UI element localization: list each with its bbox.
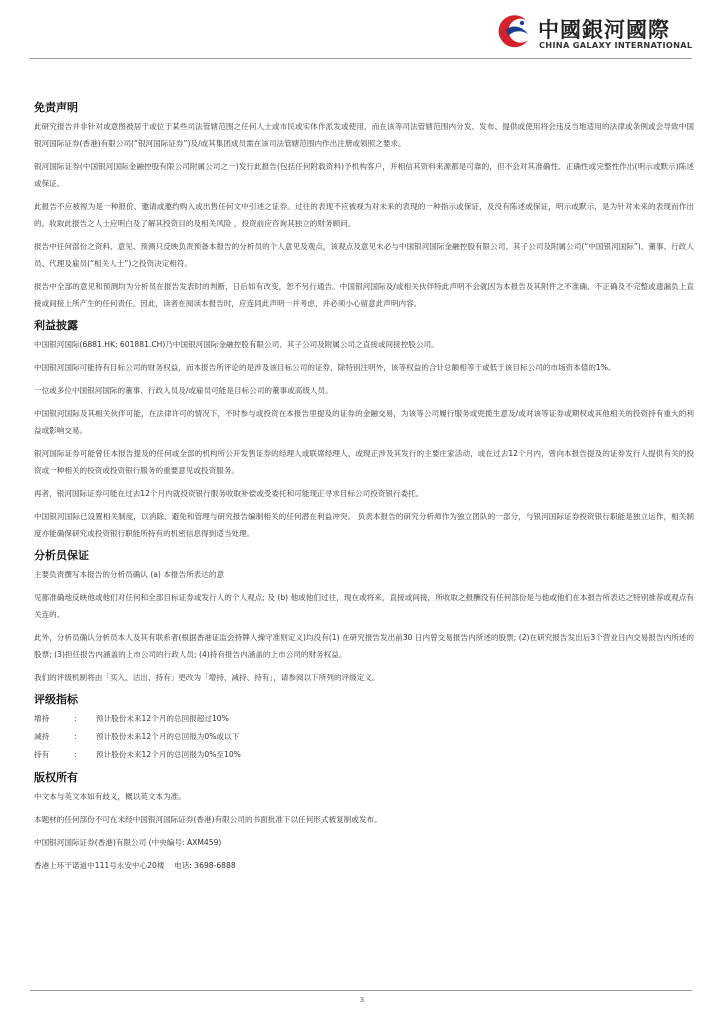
analyst-paragraph: 此外，分析员确认分析员本人及其有联系者(根据香港证监会持牌人操守准则定义)均没有(1) 在研究报告发出前30 日内曾交易报告内所述的股票; (2)在研究报告发出后3个营业日内交易报告内所述的股票; (3)担任报告内涵盖的上市公司的行政人员; (4)持有报告内涵盖的上市公司的财务权益。 <box>34 633 694 659</box>
ratings-heading: 评级指标 <box>34 693 78 706</box>
rating-term: 减持 <box>34 732 50 741</box>
company-registration: 中国银河国际证券(香港)有限公司 (中央编号: AXM459) <box>34 838 222 847</box>
interests-paragraph: 再者，银河国际证券可能在过去12个月内就投资银行服务收取补偿或受委托和可能现正寻求目标公司投资银行委托。 <box>34 489 424 498</box>
interests-paragraph: 一位或多位中国银河国际的董事、行政人员及/或雇员可能是目标公司的董事或高级人员。 <box>34 386 333 395</box>
header-divider <box>30 58 692 59</box>
company-address-phone: 香港上环干诺道中111号永安中心20楼 电话: 3698-6888 <box>34 861 236 870</box>
analyst-paragraph: 我们的评级机制将由「买入、沽出、持有」更改为「增持、减持、持有」，请参阅以下所列的评级定义。 <box>34 673 380 682</box>
rating-row <box>34 710 694 728</box>
disclaimer-heading: 免责声明 <box>34 101 78 114</box>
rating-colon: : <box>74 714 77 723</box>
galaxy-logo-icon <box>492 14 532 50</box>
interests-section <box>34 318 694 542</box>
rating-row <box>34 746 694 764</box>
copyright-section <box>34 770 694 874</box>
rating-term: 持有 <box>34 750 50 759</box>
analyst-section <box>34 548 694 686</box>
interests-paragraph: 中国银河国际及其相关伙伴可能，在法律许可的情况下，不时参与或投资在本报告里提及的证券的金融交易，为该等公司履行服务或兜揽生意及/或对该等证券或期权或其他相关的投资持有重大的利益或影响交易。 <box>34 409 694 435</box>
copyright-paragraph: 本题材的任何部份不可在未经中国银河国际证券(香港)有限公司的书面批准下以任何形式被复制或发布。 <box>34 815 382 824</box>
disclaimer-paragraph: 此报告不应被视为是一种报价、邀请或邀约购入或出售任何文中引述之证券。过往的表现不应被视为对未来的表现的一种指示或保证，及没有陈述或保证，明示或默示，是为针对未来的表现而作出的。收取此报告之人士应明白及了解其投资目的及相关风险 ，投资前应咨询其独立的财务顾问。 <box>34 202 694 228</box>
rating-term: 增持 <box>34 714 50 723</box>
footer-divider <box>30 990 692 991</box>
report-body <box>34 100 694 880</box>
rating-description: 预计股份未来12个月的总回报为0%或以下 <box>96 732 240 741</box>
analyst-heading: 分析员保证 <box>34 549 89 562</box>
disclaimer-paragraph: 报告中全部的意见和预测均为分析员在报告发表时的判断，日后如有改变，恕不另行通告。中国银河国际及/或相关伙伴特此声明不会就因为本报告及其附件之不准确、不正确及不完整或遗漏负上直接或间接上所产生的任何责任。因此，读者在阅读本报告时，应连同此声明一并考虑，并必须小心留意此声明内容。 <box>34 282 694 308</box>
interests-paragraph: 中国银河国际(6881.HK; 601881.CH)乃中国银河国际金融控股有限公司、其子公司及附属公司之直接或间接控股公司。 <box>34 340 439 349</box>
rating-description: 预计股份未来12个月的总回报为0%至10% <box>96 750 241 759</box>
interests-paragraph: 银河国际证券可能曾任本报告提及的任何或全部的机构所公开发售证券的经理人或联席经理人，或现正涉及其发行的主要庄家活动，或在过去12个月内，曾向本报告提及的证券发行人提供有关的投资或一种相关的投资或投资银行服务的重要意见或投资服务。 <box>34 449 694 475</box>
analyst-paragraph: 见都准确地反映他或他们对任何和全部目标证券或发行人的个人观点; 及 (b) 他或他们过往，现在或将来，直接或间接，所收取之报酬没有任何部份是与他或他们在本报告所表达之特别推荐或观点有关连的。 <box>34 593 694 619</box>
interests-paragraph: 中国银河国际已设置相关制度，以消除、避免和管理与研究报告编制相关的任何潜在利益冲突。 负责本报告的研究分析师作为独立团队的一部分，与银河国际证券投资银行职能是独立运作，相关制度亦能确保研究或投资银行职能所持有的机密信息得到适当处理。 <box>34 512 694 538</box>
disclaimer-paragraph: 银河国际证券(中国银河国际金融控股有限公司附属公司之一)发行此报告(包括任何附载资料)予机构客户，并相信其资料来源都是可靠的，但不会对其准确性、正确性或完整性作出(明示或默示)陈述或保证。 <box>34 162 694 188</box>
rating-row <box>34 728 694 746</box>
disclaimer-section <box>34 100 694 312</box>
ratings-list <box>34 710 694 764</box>
rating-colon: : <box>74 732 77 741</box>
copyright-paragraph: 中文本与英文本如有歧义，概以英文本为准。 <box>34 792 186 801</box>
analyst-paragraph: 主要负责撰写本报告的分析员确认 (a) 本报告所表达的意 <box>34 570 225 579</box>
interests-heading: 利益披露 <box>34 319 78 332</box>
logo-english-name: CHINA GALAXY INTERNATIONAL <box>539 40 693 50</box>
disclaimer-paragraph: 报告中任何部份之资料、意见、预测只反映负责预备本报告的分析员的个人意见及观点，该观点及意见未必与中国银河国际金融控股有限公司、其子公司及附属公司(“中国银河国际”)、董事、行政人员、代理及雇员(“相关人士”)之投资决定相符。 <box>34 242 694 268</box>
rating-description: 预计股份未来12个月的总回报超过10% <box>96 714 229 723</box>
disclaimer-paragraph: 此研究报告并非针对或意图被居于或位于某些司法管辖范围之任何人士或市民或实体作派发或使用，而在该等司法管辖范围内分发、发布、提供或使用将会违反当地适用的法律或条例或会导致中国银河国际证券(香港)有限公司(“银河国际证券”)及/或其集团成员需在该司法管辖范围内作出注册或领照之要求。 <box>34 122 694 148</box>
company-logo <box>492 12 692 52</box>
logo-chinese-name: 中國銀河國際 <box>538 18 670 42</box>
interests-paragraph: 中国银河国际可能持有目标公司的财务权益，而本报告所评论的是涉及该目标公司的证券，除特别注明外，该等权益的合计总额相等于或低于该目标公司的市场资本值的1%。 <box>34 363 616 372</box>
rating-colon: : <box>74 750 77 759</box>
page-number: 3 <box>359 996 365 1004</box>
ratings-section <box>34 692 694 764</box>
copyright-heading: 版权所有 <box>34 771 78 784</box>
